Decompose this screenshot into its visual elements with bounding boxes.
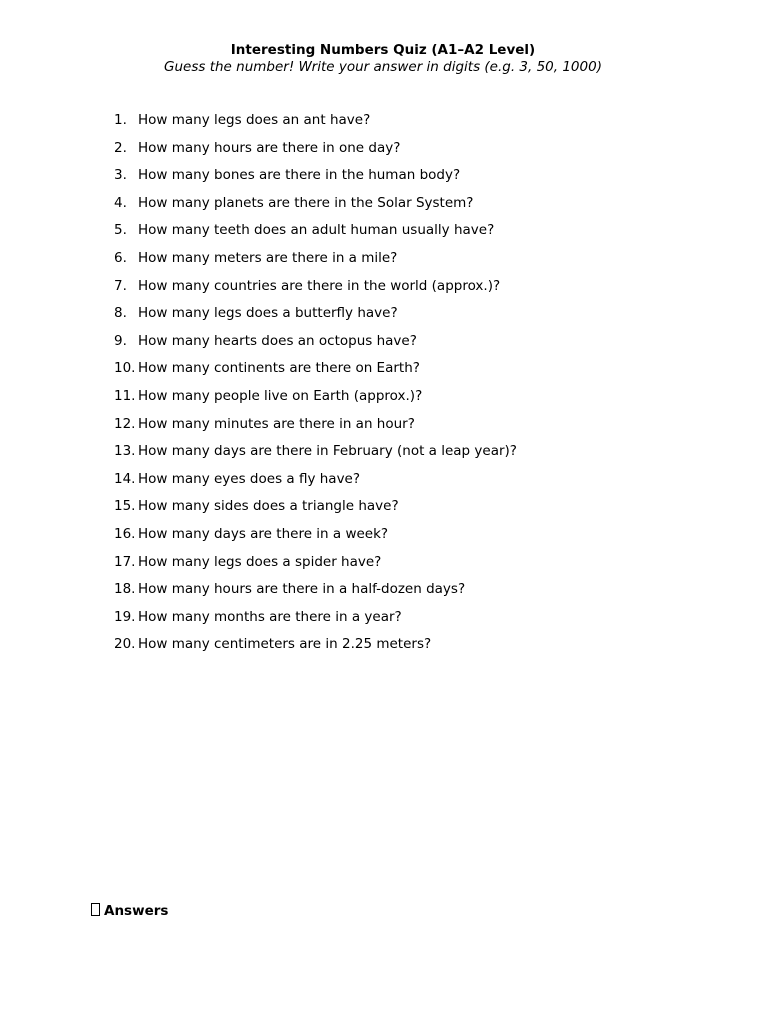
question-item <box>114 220 517 248</box>
question-item <box>114 524 517 552</box>
question-item <box>114 414 517 442</box>
question-text: How many hours are there in a half-dozen days? <box>138 581 466 598</box>
answers-heading <box>91 901 168 921</box>
question-item <box>114 634 517 662</box>
question-text: How many countries are there in the world (approx.)? <box>138 277 501 294</box>
question-item <box>114 248 517 276</box>
question-number: 17. <box>114 553 136 570</box>
question-number: 14. <box>114 470 136 487</box>
question-number: 18. <box>114 581 136 598</box>
question-item <box>114 552 517 580</box>
question-text: How many centimeters are in 2.25 meters? <box>138 636 432 653</box>
question-text: How many teeth does an adult human usually have? <box>138 222 495 239</box>
question-number: 1. <box>114 112 127 128</box>
question-text: How many legs does a spider have? <box>138 553 382 570</box>
question-text: How many people live on Earth (approx.)? <box>138 387 423 404</box>
question-number: 8. <box>114 305 127 322</box>
question-number: 3. <box>114 167 127 184</box>
question-item <box>114 303 517 331</box>
question-text: How many continents are there on Earth? <box>138 360 420 377</box>
question-number: 11. <box>114 387 136 404</box>
question-item <box>114 579 517 607</box>
question-number: 13. <box>114 443 136 460</box>
question-text: How many sides does a triangle have? <box>138 498 399 515</box>
question-item <box>114 138 517 166</box>
missing-glyph-box-icon <box>91 903 100 916</box>
question-list <box>114 110 517 662</box>
question-text: How many planets are there in the Solar System? <box>138 194 474 211</box>
page-title: Interesting Numbers Quiz (A1–A2 Level) <box>230 42 536 58</box>
question-number: 12. <box>114 415 136 432</box>
question-text: How many legs does an ant have? <box>138 112 371 128</box>
question-number: 20. <box>114 636 136 653</box>
question-text: How many days are there in a week? <box>138 525 389 542</box>
question-number: 16. <box>114 525 136 542</box>
question-item <box>114 276 517 304</box>
question-item <box>114 165 517 193</box>
question-item <box>114 607 517 635</box>
question-number: 9. <box>114 332 127 349</box>
question-number: 19. <box>114 608 136 625</box>
question-text: How many meters are there in a mile? <box>138 249 398 266</box>
document-header <box>0 41 766 76</box>
question-item <box>114 441 517 469</box>
question-text: How many legs does a butterfly have? <box>138 305 398 322</box>
question-number: 2. <box>114 139 127 156</box>
question-text: How many eyes does a fly have? <box>138 470 361 487</box>
question-item <box>114 331 517 359</box>
question-text: How many bones are there in the human body? <box>138 167 461 184</box>
question-number: 7. <box>114 277 127 294</box>
question-number: 6. <box>114 249 127 266</box>
question-text: How many minutes are there in an hour? <box>138 415 415 432</box>
question-item <box>114 496 517 524</box>
question-text: How many days are there in February (not a leap year)? <box>138 443 517 460</box>
question-number: 15. <box>114 498 136 515</box>
page-subtitle: Guess the number! Write your answer in digits (e.g. 3, 50, 1000) <box>164 59 602 75</box>
question-item <box>114 469 517 497</box>
question-number: 5. <box>114 222 127 239</box>
question-text: How many hearts does an octopus have? <box>138 332 417 349</box>
question-item <box>114 193 517 221</box>
question-item <box>114 110 517 138</box>
question-text: How many months are there in a year? <box>138 608 402 625</box>
question-item <box>114 358 517 386</box>
answers-heading-label: Answers <box>104 903 169 919</box>
question-number: 10. <box>114 360 136 377</box>
question-item <box>114 386 517 414</box>
question-number: 4. <box>114 194 127 211</box>
question-text: How many hours are there in one day? <box>138 139 401 156</box>
